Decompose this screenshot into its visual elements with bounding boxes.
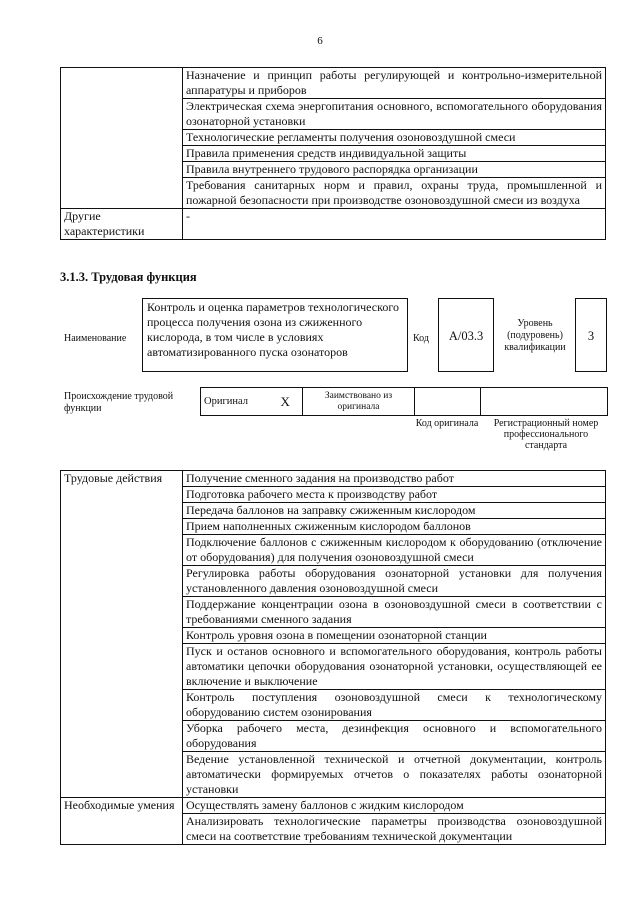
name-label: Наименование	[64, 333, 127, 344]
original-label: Оригинал	[201, 388, 269, 416]
skill-item: Анализировать технологические параметры производства озоновоздушной смеси на соответствие требованиям технической документации	[183, 814, 606, 845]
original-mark: X	[269, 388, 303, 416]
borrowed-label: Заимствовано из оригинала	[303, 388, 415, 416]
origin-table	[200, 387, 608, 416]
skill-item: Осуществлять замену баллонов с жидким кислородом	[183, 798, 606, 814]
actions-label: Трудовые действия	[61, 471, 183, 798]
action-item: Получение сменного задания на производство работ	[183, 471, 606, 487]
action-item: Подготовка рабочего места к производству работ	[183, 487, 606, 503]
level-label: Уровень (подуровень) квалификации	[504, 318, 566, 353]
action-item: Уборка рабочего места, дезинфекция основного и вспомогательного оборудования	[183, 721, 606, 752]
knowledge-table	[60, 67, 606, 240]
knowledge-item: Правила внутреннего трудового распорядка организации	[183, 162, 606, 178]
other-characteristics-label: Другие характеристики	[61, 209, 183, 240]
action-item: Контроль уровня озона в помещении озонаторной станции	[183, 628, 606, 644]
registration-number-cell	[481, 388, 608, 416]
knowledge-label-cell	[61, 68, 183, 209]
skills-label: Необходимые умения	[61, 798, 183, 845]
registration-caption: Регистрационный номер профессионального стандарта	[493, 418, 599, 451]
action-item: Прием наполненных сжиженным кислородом баллонов	[183, 519, 606, 535]
original-code-cell	[415, 388, 481, 416]
action-item: Передача баллонов на заправку сжиженным кислородом	[183, 503, 606, 519]
page-number: 6	[317, 35, 323, 47]
knowledge-item: Назначение и принцип работы регулирующей и контрольно-измерительной аппаратуры и приборов	[183, 68, 606, 99]
code-value-box: А/03.3	[438, 298, 494, 372]
action-item: Контроль поступления озоновоздушной смеси к технологическому оборудованию систем озонирования	[183, 690, 606, 721]
function-name-box: Контроль и оценка параметров технологического процесса получения озона из сжиженного кислорода, в том числе в условиях автоматизированного пуска озонаторов	[142, 298, 408, 372]
actions-table	[60, 470, 606, 845]
knowledge-item: Требования санитарных норм и правил, охраны труда, промышленной и пожарной безопасности при производстве озоновоздушной смеси из воздуха	[183, 178, 606, 209]
action-item: Ведение установленной технической и отчетной документации, контроль автоматически формируемых отчетов о показателях работы озонаторной установки	[183, 752, 606, 798]
knowledge-item: Правила применения средств индивидуальной защиты	[183, 146, 606, 162]
action-item: Поддержание концентрации озона в озоновоздушной смеси в соответствии с требованиями сменного задания	[183, 597, 606, 628]
action-item: Пуск и останов основного и вспомогательного оборудования, контроль работы автоматики цепочки оборудования озонаторной установки, осуществляющей ее включение и выключение	[183, 644, 606, 690]
code-label: Код	[413, 333, 429, 344]
level-value-box: 3	[575, 298, 607, 372]
code-caption: Код оригинала	[415, 418, 479, 429]
action-item: Подключение баллонов с сжиженным кислородом к оборудованию (отключение от оборудования) для получения озоновоздушной смеси	[183, 535, 606, 566]
knowledge-item: Технологические регламенты получения озоновоздушной смеси	[183, 130, 606, 146]
section-title: 3.1.3. Трудовая функция	[60, 270, 197, 284]
action-item: Регулировка работы оборудования озонаторной установки для получения установленного давления озоновоздушной смеси	[183, 566, 606, 597]
knowledge-item: Электрическая схема энергопитания основного, вспомогательного оборудования озонаторной установки	[183, 99, 606, 130]
other-characteristics-value: -	[183, 209, 606, 240]
origin-label: Происхождение трудовой функции	[64, 391, 174, 414]
